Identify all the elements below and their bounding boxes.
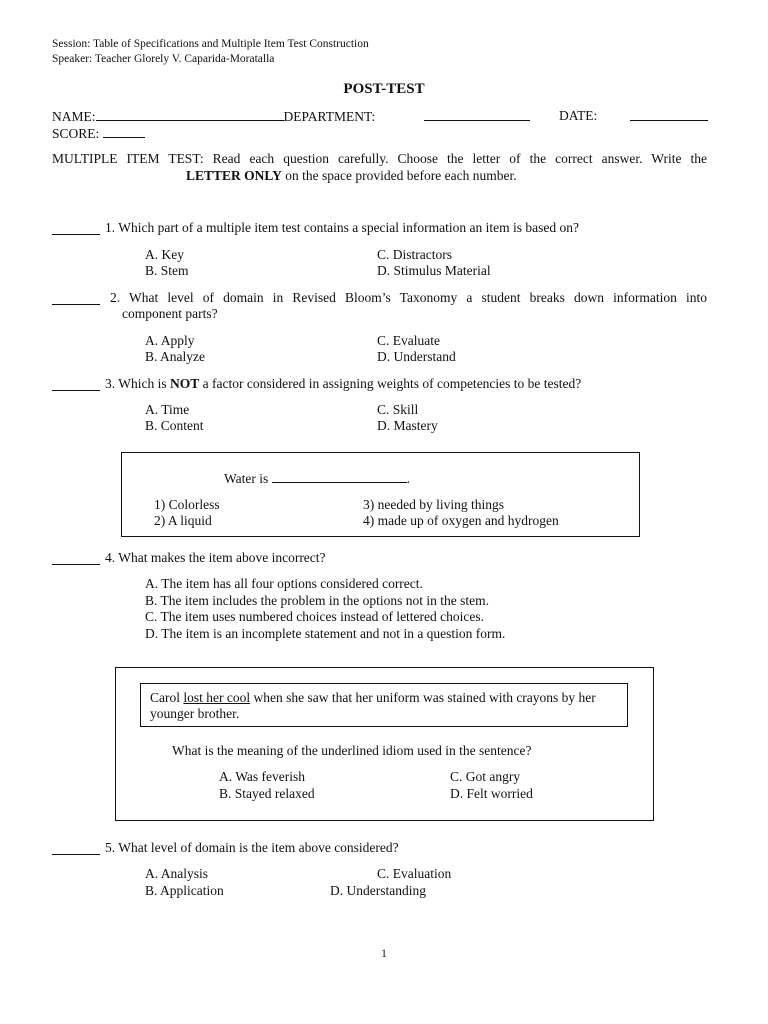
name-blank[interactable]	[96, 108, 284, 121]
sample-stem-pre: Water is	[224, 471, 272, 486]
q4-option-d: D. The item is an incomplete statement and not in a question form.	[145, 626, 506, 641]
sample-choice-1: 1) Colorless	[154, 497, 220, 512]
q3-option-d: D. Mastery	[377, 418, 438, 433]
sample-item-stem	[224, 470, 410, 487]
q3-text-bold: NOT	[170, 376, 200, 391]
sample-item-box	[121, 452, 640, 537]
page-number: 1	[381, 948, 387, 960]
idiom-sentence-line-2: younger brother.	[150, 706, 240, 721]
instructions-line-1: MULTIPLE ITEM TEST: Read each question carefully. Choose the letter of the correct answer. Write the	[52, 151, 707, 166]
q5-option-b: B. Application	[145, 883, 224, 898]
q2-option-d: D. Understand	[377, 349, 456, 364]
q5-option-c: C. Evaluation	[377, 866, 452, 881]
question-2-line-1: 2. What level of domain in Revised Bloom’s Taxonomy a student breaks down information into	[110, 290, 707, 305]
name-field	[52, 108, 375, 125]
idiom-question: What is the meaning of the underlined idiom used in the sentence?	[172, 743, 532, 758]
date-blank[interactable]	[630, 108, 708, 121]
instructions-rest: on the space provided before each number.	[281, 168, 517, 183]
score-label: SCORE:	[52, 126, 100, 141]
sample-choice-4: 4) made up of oxygen and hydrogen	[363, 513, 559, 528]
question-5: 5. What level of domain is the item above considered?	[105, 840, 399, 855]
page-title: POST-TEST	[343, 81, 425, 97]
idiom-sentence-line-1	[150, 690, 596, 706]
instructions-emphasis: LETTER ONLY	[186, 168, 282, 183]
q1-option-b: B. Stem	[145, 263, 189, 278]
question-3	[105, 376, 581, 392]
q4-option-b: B. The item includes the problem in the options not in the stem.	[145, 593, 489, 608]
q3-text-pre: 3. Which is	[105, 376, 170, 391]
answer-blank-2[interactable]	[52, 292, 100, 305]
score-blank[interactable]	[103, 125, 145, 138]
q1-option-a: A. Key	[145, 247, 184, 262]
q2-option-a: A. Apply	[145, 333, 195, 348]
idiom-sentence-start: Carol	[150, 690, 184, 705]
sample-stem-post: .	[406, 471, 411, 486]
idiom-sentence-box	[140, 683, 628, 727]
q4-option-a: A. The item has all four options considered correct.	[145, 576, 423, 591]
question-4: 4. What makes the item above incorrect?	[105, 550, 326, 565]
speaker-line: Speaker: Teacher Glorely V. Caparida-Moratalla	[52, 53, 275, 65]
name-label: NAME:	[52, 109, 96, 124]
q3-option-c: C. Skill	[377, 402, 419, 417]
date-label: DATE:	[559, 108, 598, 123]
idiom-option-c: C. Got angry	[450, 769, 521, 784]
q2-option-c: C. Evaluate	[377, 333, 440, 348]
q3-text-post: a factor considered in assigning weights of competencies to be tested?	[199, 376, 582, 391]
q4-option-c: C. The item uses numbered choices instead of lettered choices.	[145, 609, 485, 624]
answer-blank-5[interactable]	[52, 842, 100, 855]
question-2-line-2: component parts?	[122, 306, 218, 321]
idiom-underlined: lost her cool	[183, 690, 251, 705]
idiom-option-b: B. Stayed relaxed	[219, 786, 315, 801]
q1-option-c: C. Distractors	[377, 247, 452, 262]
score-field	[52, 125, 145, 142]
q3-option-a: A. Time	[145, 402, 190, 417]
q5-option-a: A. Analysis	[145, 866, 209, 881]
answer-blank-1[interactable]	[52, 222, 100, 235]
q1-option-d: D. Stimulus Material	[377, 263, 491, 278]
answer-blank-4[interactable]	[52, 552, 100, 565]
question-1: 1. Which part of a multiple item test contains a special information an item is based on?	[105, 220, 579, 235]
q5-option-d: D. Understanding	[330, 883, 426, 898]
session-line: Session: Table of Specifications and Multiple Item Test Construction	[52, 38, 369, 50]
idiom-sentence-rest: when she saw that her uniform was stained with crayons by her	[250, 690, 596, 705]
department-blank[interactable]	[424, 108, 530, 121]
sample-choice-2: 2) A liquid	[154, 513, 212, 528]
instructions-line-2	[186, 168, 517, 184]
answer-blank-3[interactable]	[52, 378, 100, 391]
department-label: DEPARTMENT:	[283, 109, 376, 124]
q2-option-b: B. Analyze	[145, 349, 205, 364]
sample-stem-blank	[272, 470, 407, 483]
idiom-option-d: D. Felt worried	[450, 786, 533, 801]
sample-choice-3: 3) needed by living things	[363, 497, 504, 512]
idiom-item-box	[115, 667, 654, 821]
q3-option-b: B. Content	[145, 418, 204, 433]
idiom-option-a: A. Was feverish	[219, 769, 306, 784]
